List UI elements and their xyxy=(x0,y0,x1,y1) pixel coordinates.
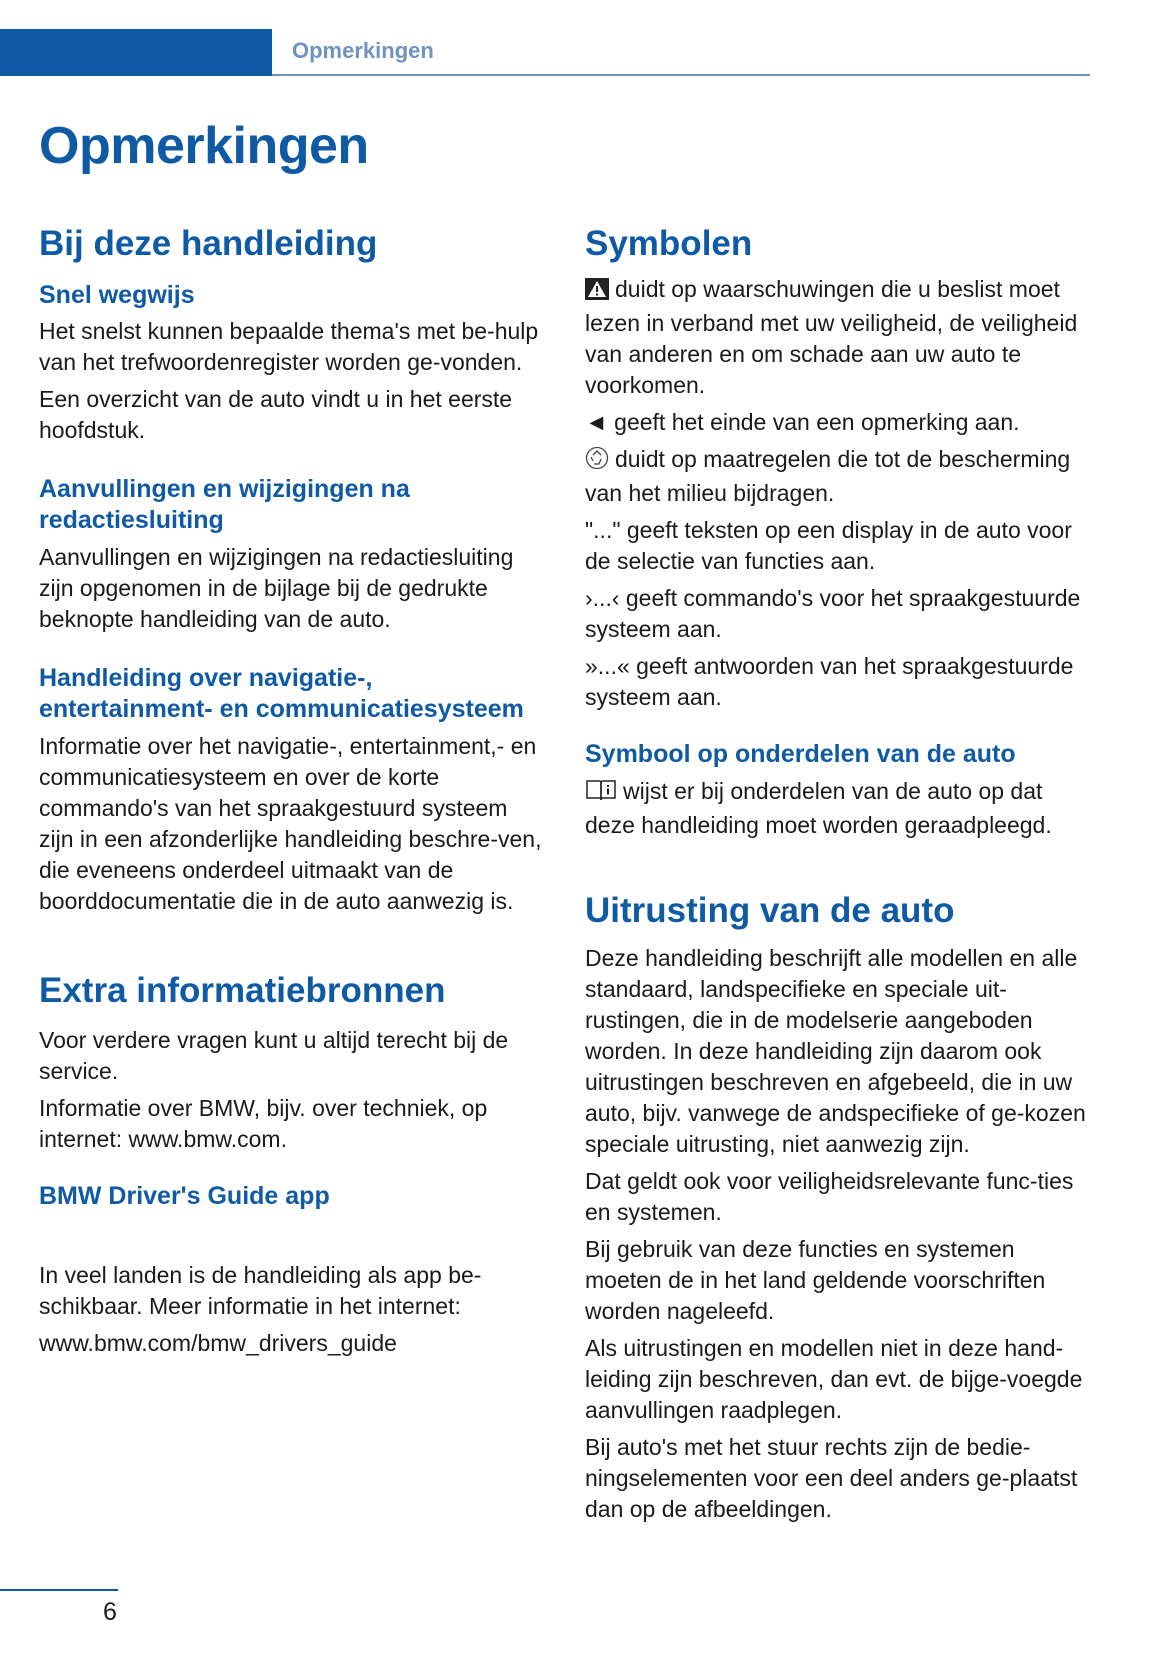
footer-rule xyxy=(0,1589,118,1591)
heading-aanvullingen: Aanvullingen en wijzigingen na redactiesluiting xyxy=(39,475,410,534)
uitrusting-p4: Als uitrustingen en modellen niet in deze hand-leiding zijn beschreven, dan evt. de bijge-voegde aanvullingen raadplegen. xyxy=(585,1335,1083,1423)
symbol-manual xyxy=(585,776,1095,841)
symbol-environment xyxy=(585,444,1095,509)
heading-handleiding-navigatie: Handleiding over navigatie-, entertainment- en communicatiesysteem xyxy=(39,664,524,723)
heading-drivers-guide-app: BMW Driver's Guide app xyxy=(39,1182,330,1210)
left-column xyxy=(39,220,544,1359)
uitrusting-p1: Deze handleiding beschrijft alle modellen en alle standaard, landspecifieke en speciale uit-rustingen, die in de modelserie aangeboden worden. In deze handleiding zijn daarom ook uitrustingen beschreven en afgebeeld, die in uw auto, bijv. vanwege de andspecifieke of ge-kozen speciale uitrusting, niet aanwezig zijn. xyxy=(585,945,1086,1157)
warning-text: duidt op waarschuwingen die u beslist moet lezen in verband met uw veiligheid, de veiligheid van anderen en om schade aan uw auto te voorkomen. xyxy=(585,276,1078,398)
heading-bij-deze-handleiding: Bij deze handleiding xyxy=(39,224,378,263)
manual-text: wijst er bij onderdelen van de auto op dat deze handleiding moet worden geraadpleegd. xyxy=(585,778,1052,838)
header-rule xyxy=(272,74,1090,76)
end-text: geeft het einde van een opmerking aan. xyxy=(614,409,1020,435)
manual-book-icon xyxy=(585,778,617,810)
heading-snel-wegwijs: Snel wegwijs xyxy=(39,281,195,309)
navigatie-p1: Informatie over het navigatie-, entertainment,- en communicatiesysteem en over de korte commando's van het spraakgestuurd systeem zijn in een afzonderlijke handleiding beschre-ven, die eveneens onderdeel uitmaakt van de boorddocumentatie die in de auto aanwezig is. xyxy=(39,733,542,914)
right-column xyxy=(585,220,1095,1525)
heading-symbolen: Symbolen xyxy=(585,224,753,263)
snel-wegwijs-p1: Het snelst kunnen bepaalde thema's met be-hulp van het trefwoordenregister worden ge-vonden. xyxy=(39,318,539,375)
header-section-title: Opmerkingen xyxy=(292,38,434,63)
display-text: "..." geeft teksten op een display in de auto voor de selectie van functies aan. xyxy=(585,517,1072,574)
command-text: ›...‹ geeft commando's voor het spraakgestuurde systeem aan. xyxy=(585,585,1081,642)
uitrusting-p5: Bij auto's met het stuur rechts zijn de bedie-ningselementen voor een deel anders ge-plaatst dan op de afbeeldingen. xyxy=(585,1434,1078,1522)
environment-text: duidt op maatregelen die tot de bescherming van het milieu bijdragen. xyxy=(585,446,1071,506)
symbol-end xyxy=(585,407,1095,438)
answer-text: »...« geeft antwoorden van het spraakgestuurde systeem aan. xyxy=(585,653,1074,710)
heading-uitrusting: Uitrusting van de auto xyxy=(585,891,955,930)
heading-extra-informatiebronnen: Extra informatiebronnen xyxy=(39,971,446,1010)
warning-icon xyxy=(585,277,609,308)
page-number: 6 xyxy=(103,1598,117,1626)
snel-wegwijs-p2: Een overzicht van de auto vindt u in het eerste hoofdstuk. xyxy=(39,386,513,443)
end-marker-icon: ◄ xyxy=(585,409,608,435)
extra-p2: Informatie over BMW, bijv. over techniek, op internet: www.bmw.com. xyxy=(39,1095,488,1152)
extra-p1: Voor verdere vragen kunt u altijd terecht bij de service. xyxy=(39,1027,509,1084)
recycle-icon xyxy=(585,446,609,478)
app-p2: www.bmw.com/bmw_drivers_guide xyxy=(39,1330,397,1356)
symbol-warning xyxy=(585,274,1095,401)
uitrusting-p2: Dat geldt ook voor veiligheidsrelevante func-ties en systemen. xyxy=(585,1168,1074,1225)
page-title: Opmerkingen xyxy=(39,117,369,175)
app-p1: In veel landen is de handleiding als app be-schikbaar. Meer informatie in het internet: xyxy=(39,1262,482,1319)
uitrusting-p3: Bij gebruik van deze functies en systemen moeten de in het land geldende voorschriften worden nageleefd. xyxy=(585,1236,1046,1324)
aanvullingen-p1: Aanvullingen en wijzigingen na redactiesluiting zijn opgenomen in de bijlage bij de gedrukte beknopte handleiding van de auto. xyxy=(39,544,514,632)
header-bar xyxy=(0,29,272,76)
heading-symbool-onderdelen: Symbool op onderdelen van de auto xyxy=(585,740,1016,768)
